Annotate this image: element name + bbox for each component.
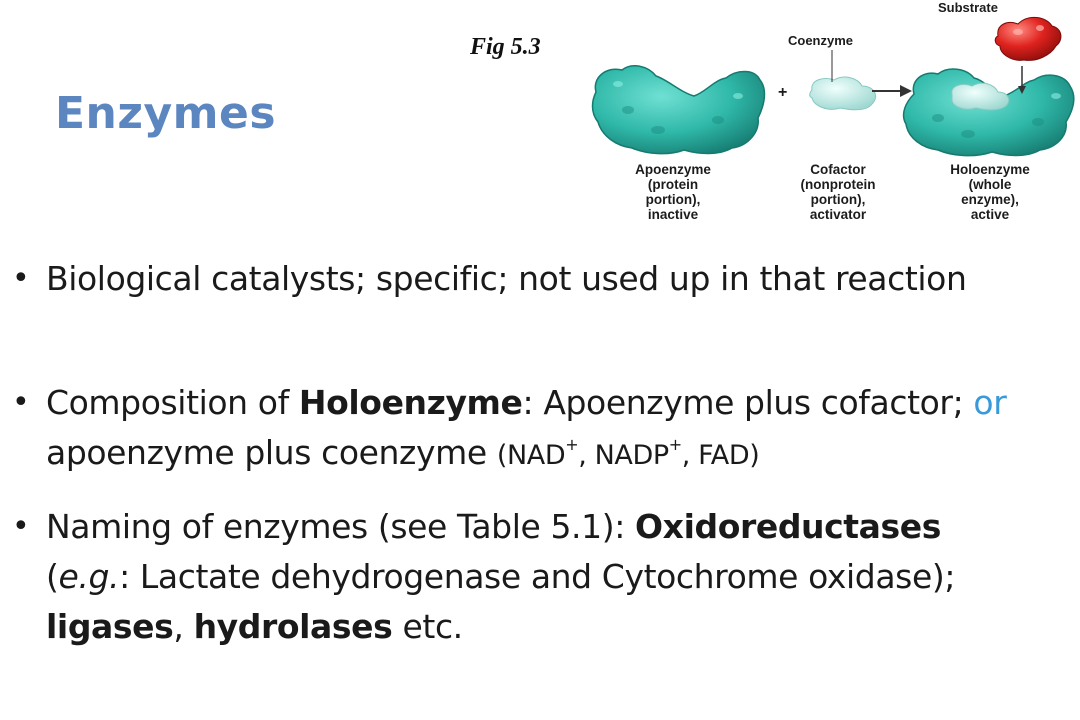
substrate-label: Substrate [938, 0, 998, 15]
highlight-or: or [973, 383, 1007, 422]
bullet-text: Composition of [46, 383, 299, 422]
holoenzyme-caption-line: Holoenzyme [950, 162, 1030, 177]
apoenzyme-caption-line: inactive [647, 207, 699, 222]
superscript: + [668, 435, 682, 454]
cofactor-caption-line: activator [809, 207, 867, 222]
example-text: (NAD [496, 440, 566, 471]
apoenzyme-caption-line: (protein [647, 177, 699, 192]
apoenzyme-caption-line: portion), [645, 192, 701, 207]
bullet-item-catalysts [12, 254, 1076, 304]
example-text: , NADP [578, 440, 669, 471]
apoenzyme-shape [593, 66, 765, 154]
bullet-dot-icon: • [12, 385, 30, 420]
coenzyme-examples [496, 435, 760, 471]
bullet-text: Biological catalysts; specific; not used up in that reaction [46, 259, 967, 298]
bold-term-ligases: ligases [46, 607, 174, 646]
example-text: , FAD) [681, 440, 760, 471]
bullet-text: : Lactate dehydrogenase and Cytochrome oxidase); [119, 557, 956, 596]
holoenzyme-caption-line: enzyme), [961, 192, 1019, 207]
substrate-shape [995, 17, 1061, 60]
bullet-dot-icon: • [12, 261, 30, 296]
bullet-text: ( [46, 557, 59, 596]
holoenzyme-caption [920, 162, 1060, 222]
coenzyme-shape [810, 77, 876, 110]
superscript: + [565, 435, 579, 454]
bullet-text: apoenzyme plus coenzyme [46, 433, 497, 472]
plus-sign: + [778, 84, 788, 101]
holoenzyme-caption-line: (whole [968, 177, 1012, 192]
holoenzyme-caption-line: active [970, 207, 1010, 222]
cofactor-caption-line: (nonprotein [800, 177, 876, 192]
bullet-text: : Apoenzyme plus cofactor; [522, 383, 974, 422]
apoenzyme-caption-line: Apoenzyme [635, 162, 711, 177]
bullet-dot-icon: • [12, 509, 30, 544]
cofactor-caption-line: portion), [810, 192, 866, 207]
bullet-text: etc. [392, 607, 463, 646]
bold-term-hydrolases: hydrolases [193, 607, 393, 646]
bullet-text: Naming of enzymes (see Table 5.1): [46, 507, 636, 546]
enzyme-figure [588, 0, 1080, 235]
cofactor-caption-line: Cofactor [810, 162, 866, 177]
bullet-text: , [173, 607, 194, 646]
bold-term-holoenzyme: Holoenzyme [298, 383, 523, 422]
slide-title: Enzymes [55, 88, 277, 139]
bold-term-oxidoreductases: Oxidoreductases [635, 507, 942, 546]
reaction-arrow [872, 85, 912, 97]
bullet-item-holoenzyme [12, 378, 1076, 481]
coenzyme-label: Coenzyme [788, 33, 854, 48]
italic-eg: e.g. [58, 557, 120, 596]
holoenzyme-shape [904, 69, 1074, 156]
figure-label: Fig 5.3 [470, 34, 541, 60]
cofactor-caption [768, 162, 908, 222]
bullet-item-naming [12, 502, 1076, 652]
apoenzyme-caption [603, 162, 743, 222]
